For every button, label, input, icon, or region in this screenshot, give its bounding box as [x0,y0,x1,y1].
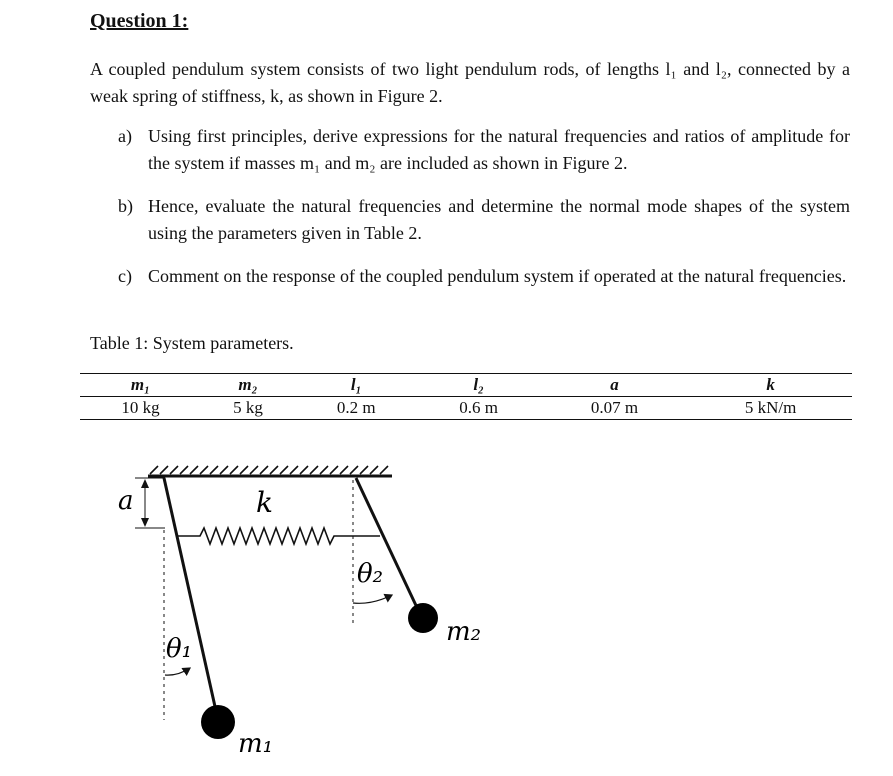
part-a-text: Using first principles, derive expressions for the natural frequencies and ratios of amplitude for the system if masses m₁ and m₂ are included as shown in Figure 2. [148,126,850,173]
theta-2-label: θ₂ [357,559,384,589]
header-a: a [540,374,689,397]
header-l1: l₁ [295,374,417,397]
mass-2 [408,603,438,633]
header-k: k [689,374,852,397]
value-a: 0.07 m [590,398,639,417]
question-intro: A coupled pendulum system consists of two light pendulum rods, of lengths l₁ and l₂, connected by a weak spring of stiffness, k, as shown in Figure 2. [90,59,850,106]
value-m2: 5 kg [233,398,263,417]
table-caption: Table 1: System parameters. [90,333,294,353]
mass-2-label: m₂ [446,617,482,647]
pendulum-2-rod [356,478,420,614]
mass-1-label: m₁ [238,729,274,759]
part-c-label: c) [118,266,132,286]
dimension-a [135,478,165,528]
value-k: 5 kN/m [744,398,797,417]
theta-1-arc [165,668,190,675]
value-m1: 10 kg [121,398,160,417]
value-l1: 0.2 m [336,398,376,417]
header-l2: l₂ [417,374,539,397]
dimension-a-label: a [118,486,134,516]
part-c-text: Comment on the response of the coupled pendulum system if operated at the natural frequencies. [148,266,847,286]
part-a-label: a) [118,126,132,146]
header-m2: m₂ [201,374,295,397]
question-heading: Question 1: [90,10,189,32]
header-m1: m₁ [80,374,201,397]
spring-k [177,528,380,544]
mass-1 [201,705,235,739]
spring-label: k [256,486,273,519]
theta-1-label: θ₁ [166,634,193,664]
ceiling-support [148,466,392,476]
theta-2-arc [353,595,392,603]
value-l2: 0.6 m [459,398,499,417]
part-b-text: Hence, evaluate the natural frequencies and determine the normal mode shapes of the system using the parameters given in Table 2. [148,196,850,243]
part-b-label: b) [118,196,133,216]
pendulum-1-rod [164,478,218,720]
